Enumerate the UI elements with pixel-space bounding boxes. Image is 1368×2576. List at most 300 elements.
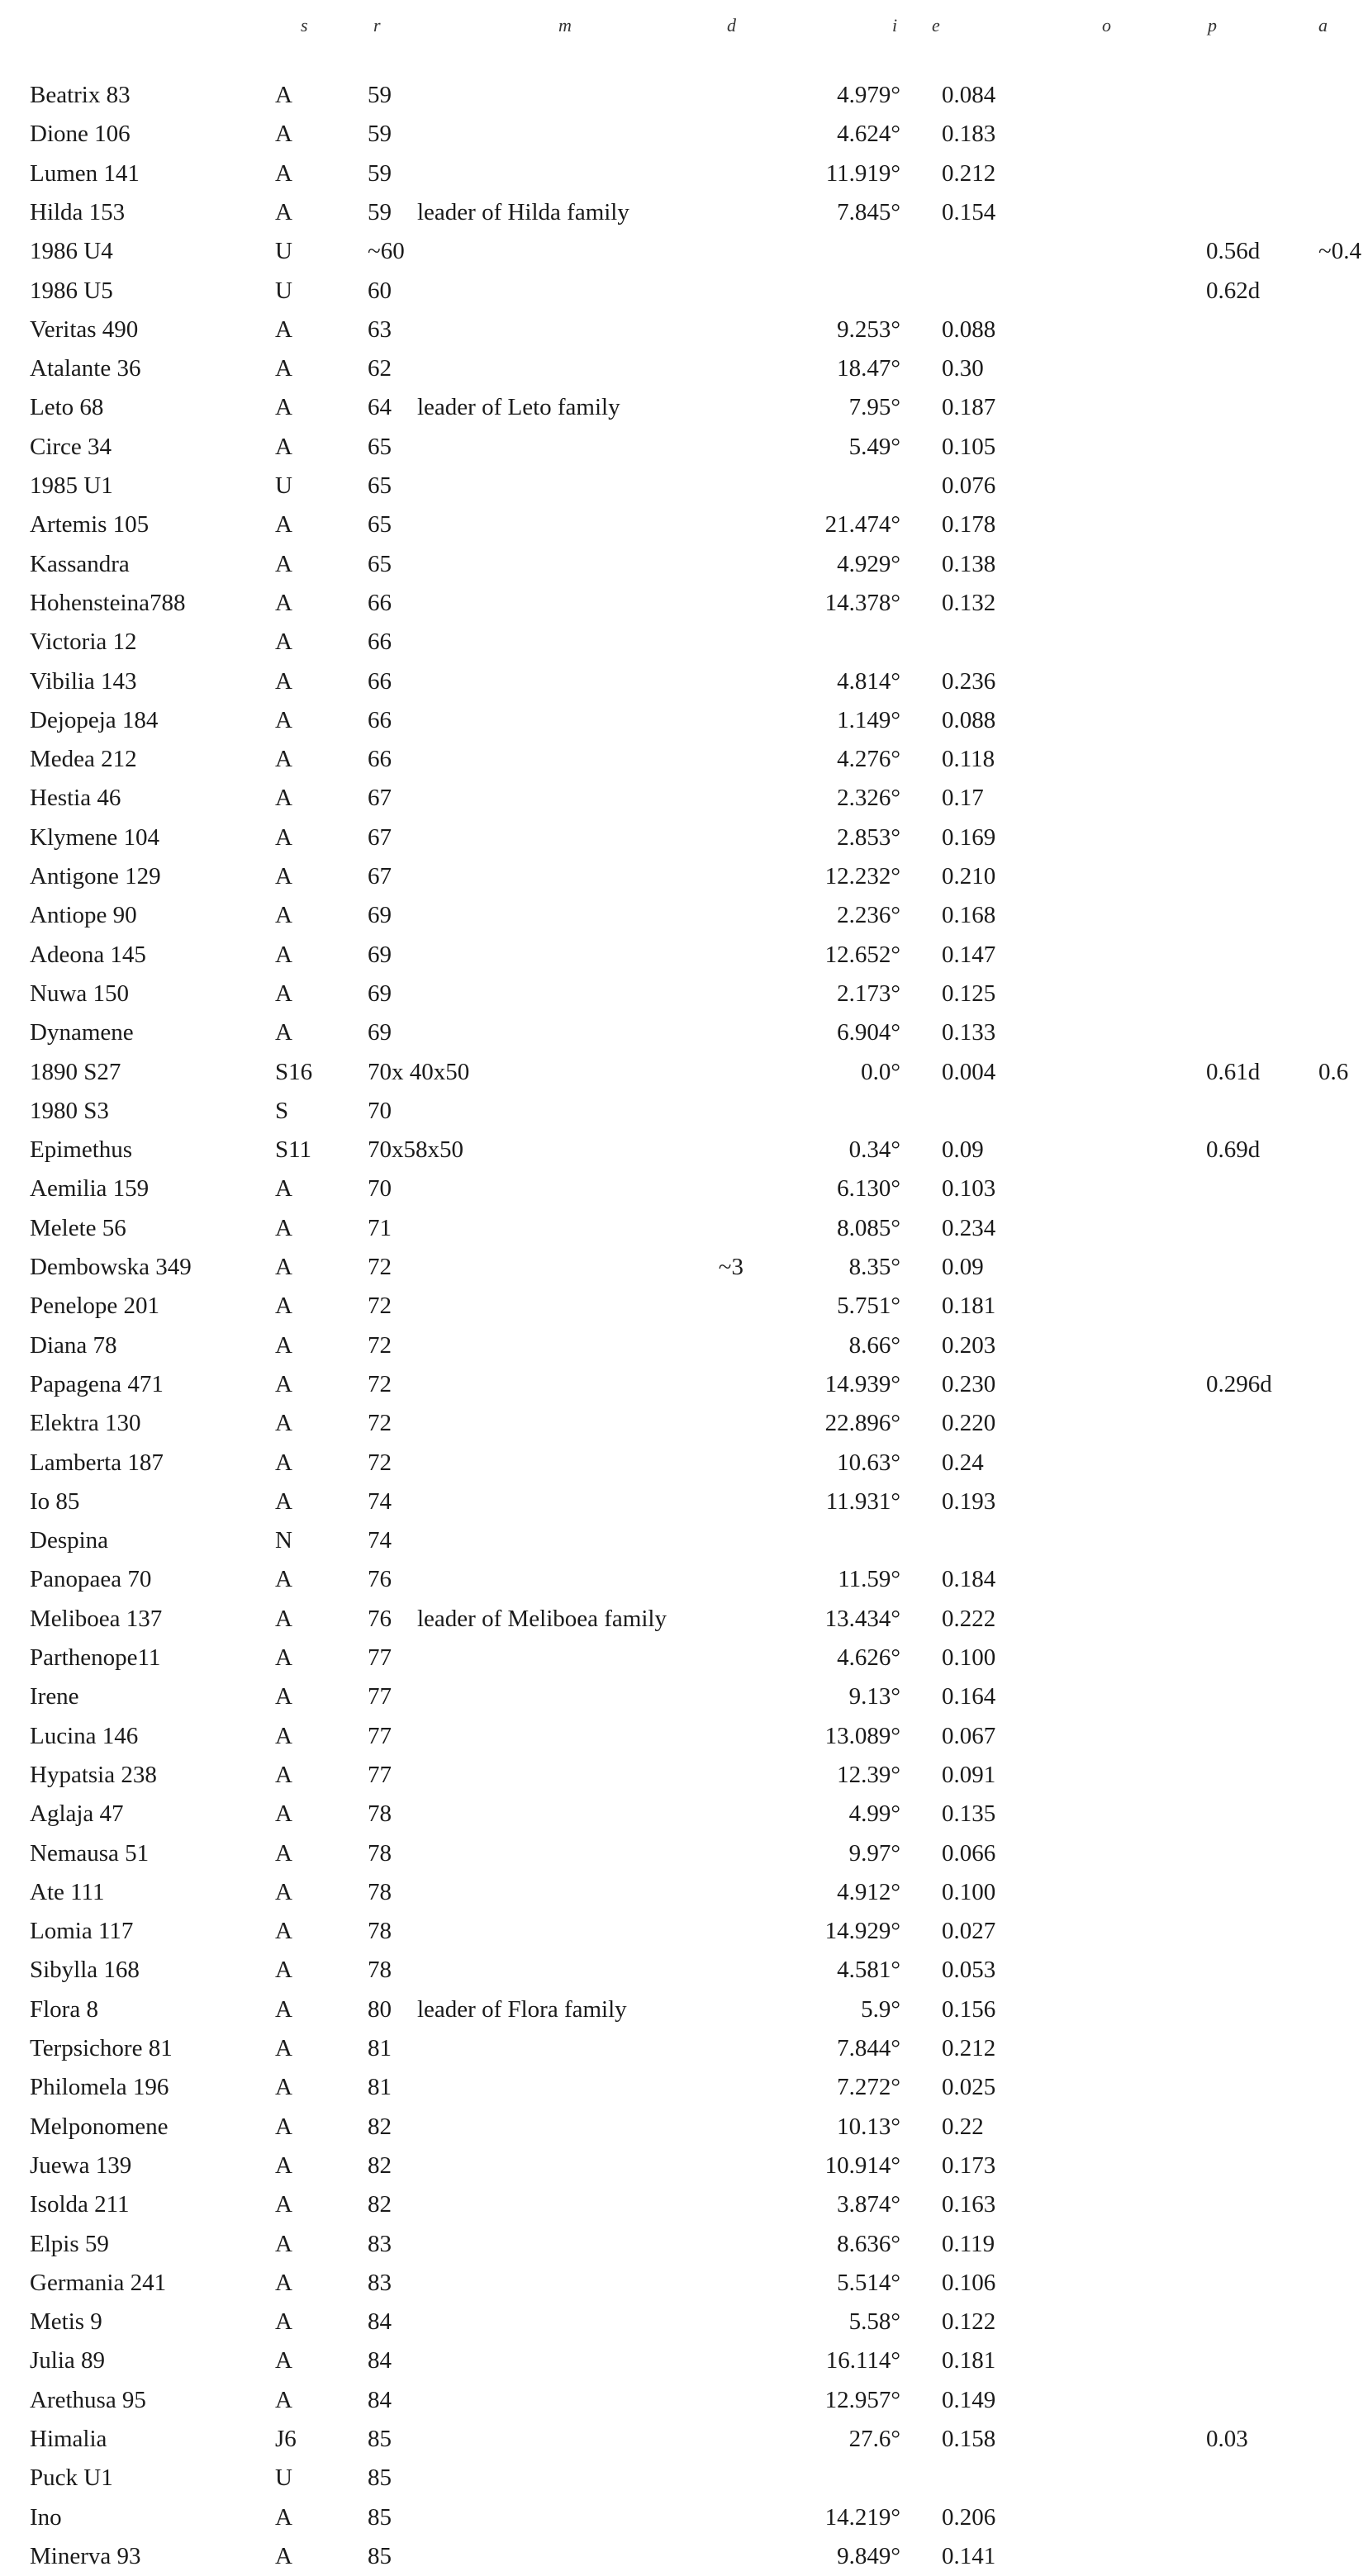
cell-r: 59 [368, 198, 392, 225]
table-row [0, 1990, 1368, 2029]
cell-r: 74 [368, 1487, 392, 1515]
table-row [0, 936, 1368, 975]
cell-s: A [275, 1566, 292, 1593]
cell-r: 66 [368, 706, 392, 733]
cell-s: A [275, 1722, 292, 1749]
cell-r: 72 [368, 1410, 392, 1437]
cell-i: 4.581° [837, 1957, 900, 1984]
cell-s: A [275, 2230, 292, 2257]
cell-name: Arethusa 95 [30, 2386, 146, 2413]
table-row [0, 2029, 1368, 2068]
cell-e: 0.025 [942, 2074, 996, 2101]
cell-name: Dione 106 [30, 121, 131, 148]
cell-e: 0.181 [942, 2347, 996, 2374]
cell-e: 0.09 [942, 1254, 984, 1280]
table-row [0, 349, 1368, 388]
cell-s: A [275, 1957, 292, 1984]
cell-name: Io 85 [30, 1487, 80, 1515]
cell-r: 78 [368, 1878, 392, 1905]
cell-name: Hilda 153 [30, 198, 126, 225]
cell-e: 0.105 [942, 433, 996, 460]
cell-name: Hestia 46 [30, 785, 121, 812]
cell-i: 7.845° [837, 198, 900, 225]
table-row [0, 1677, 1368, 1716]
cell-name: Isolda 211 [30, 2191, 130, 2218]
cell-e: 0.122 [942, 2308, 996, 2336]
cell-name: Irene [30, 1683, 79, 1710]
cell-e: 0.169 [942, 823, 996, 851]
cell-s: A [275, 1878, 292, 1905]
cell-i: 4.929° [837, 550, 900, 577]
cell-s: A [275, 629, 292, 656]
cell-r: 84 [368, 2347, 392, 2374]
table-row [0, 2147, 1368, 2185]
cell-e: 0.09 [942, 1136, 984, 1164]
cell-e: 0.100 [942, 1644, 996, 1671]
cell-i: 0.0° [861, 1058, 900, 1085]
cell-s: S [275, 1097, 289, 1124]
cell-i: 16.114° [825, 2347, 900, 2374]
cell-e: 0.066 [942, 1839, 996, 1867]
table-row [0, 76, 1368, 115]
cell-e: 0.156 [942, 1995, 996, 2023]
cell-m: leader of Hilda family [417, 198, 629, 225]
cell-name: 1985 U1 [30, 472, 113, 499]
table-row [0, 2303, 1368, 2341]
cell-i: 2.326° [837, 785, 900, 812]
cell-e: 0.236 [942, 667, 996, 695]
cell-i: 9.97° [848, 1839, 900, 1867]
cell-s: A [275, 2113, 292, 2140]
cell-r: 70 [368, 1097, 392, 1124]
cell-r: 82 [368, 2191, 392, 2218]
cell-e: 0.168 [942, 902, 996, 929]
cell-i: 9.253° [837, 315, 900, 343]
cell-name: Penelope 201 [30, 1293, 160, 1320]
table-row [0, 232, 1368, 271]
cell-m: leader of Flora family [417, 1995, 627, 2023]
cell-r: 81 [368, 2074, 392, 2101]
cell-p: 0.62d [1206, 277, 1261, 304]
cell-r: 63 [368, 315, 392, 343]
cell-r: 77 [368, 1722, 392, 1749]
cell-r: 78 [368, 1839, 392, 1867]
cell-i: 3.874° [837, 2191, 900, 2218]
cell-e: 0.106 [942, 2269, 996, 2296]
cell-r: 67 [368, 863, 392, 890]
column-header-d: d [727, 15, 736, 36]
cell-r: 83 [368, 2269, 392, 2296]
cell-i: 8.66° [848, 1331, 900, 1359]
cell-name: 1980 S3 [30, 1097, 109, 1124]
table-row [0, 2185, 1368, 2224]
cell-name: Dynamene [30, 1019, 134, 1046]
cell-s: A [275, 511, 292, 538]
cell-r: 76 [368, 1566, 392, 1593]
table-row [0, 193, 1368, 232]
cell-p: 0.03 [1206, 2426, 1248, 2452]
cell-e: 0.125 [942, 980, 996, 1007]
column-header-r: r [373, 15, 381, 36]
cell-name: 1986 U5 [30, 277, 113, 304]
cell-i: 11.931° [825, 1487, 900, 1515]
cell-name: Germania 241 [30, 2269, 167, 2296]
cell-s: A [275, 2347, 292, 2374]
cell-e: 0.30 [942, 355, 984, 382]
cell-name: Julia 89 [30, 2347, 106, 2374]
cell-e: 0.135 [942, 1800, 996, 1828]
cell-e: 0.132 [942, 589, 996, 616]
cell-e: 0.178 [942, 511, 996, 538]
cell-i: 27.6° [848, 2426, 900, 2452]
cell-name: Lamberta 187 [30, 1449, 164, 1476]
cell-e: 0.183 [942, 121, 996, 148]
cell-s: A [275, 1175, 292, 1203]
cell-m: leader of Meliboea family [417, 1605, 667, 1632]
cell-name: Elektra 130 [30, 1410, 141, 1437]
cell-i: 4.99° [848, 1800, 900, 1828]
cell-s: A [275, 1683, 292, 1710]
cell-r: 70x58x50 [368, 1136, 463, 1164]
cell-s: U [275, 277, 292, 304]
column-header-o: o [1102, 15, 1111, 36]
cell-name: 1890 S27 [30, 1058, 121, 1085]
table-row [0, 1209, 1368, 1248]
cell-name: Papagena 471 [30, 1370, 164, 1397]
table-row [0, 2264, 1368, 2303]
cell-s: A [275, 1331, 292, 1359]
cell-s: U [275, 472, 292, 499]
cell-r: 72 [368, 1293, 392, 1320]
cell-r: 70x 40x50 [368, 1058, 470, 1085]
table-row [0, 1521, 1368, 1560]
cell-r: 65 [368, 433, 392, 460]
cell-s: A [275, 1644, 292, 1671]
cell-s: A [275, 2308, 292, 2336]
cell-r: 72 [368, 1331, 392, 1359]
cell-e: 0.004 [942, 1058, 996, 1085]
cell-name: Parthenope11 [30, 1644, 161, 1671]
cell-p: 0.69d [1206, 1136, 1261, 1164]
cell-name: Circe 34 [30, 433, 112, 460]
cell-name: Leto 68 [30, 394, 104, 421]
cell-r: 82 [368, 2151, 392, 2179]
table-row [0, 623, 1368, 662]
cell-i: 2.853° [837, 823, 900, 851]
cell-r: 78 [368, 1957, 392, 1984]
cell-name: Aglaja 47 [30, 1800, 124, 1828]
cell-s: A [275, 1254, 292, 1280]
cell-r: 65 [368, 550, 392, 577]
cell-name: Hohensteina788 [30, 589, 186, 616]
cell-name: Antigone 129 [30, 863, 161, 890]
cell-i: 2.236° [837, 902, 900, 929]
cell-e: 0.149 [942, 2386, 996, 2413]
cell-a: 0.6 [1318, 1058, 1349, 1085]
table-row [0, 584, 1368, 623]
cell-name: Artemis 105 [30, 511, 150, 538]
cell-s: A [275, 1839, 292, 1867]
table-row [0, 1444, 1368, 1483]
cell-e: 0.234 [942, 1214, 996, 1241]
cell-s: A [275, 315, 292, 343]
cell-name: Aemilia 159 [30, 1175, 150, 1203]
cell-e: 0.164 [942, 1683, 996, 1710]
table-row [0, 272, 1368, 311]
table-row [0, 1131, 1368, 1169]
cell-s: A [275, 355, 292, 382]
table-row [0, 1795, 1368, 1834]
cell-name: Melponomene [30, 2113, 169, 2140]
table-row [0, 2381, 1368, 2420]
cell-e: 0.173 [942, 2151, 996, 2179]
cell-s: A [275, 1800, 292, 1828]
cell-i: 10.13° [837, 2113, 900, 2140]
cell-name: Despina [30, 1527, 109, 1554]
cell-name: Vibilia 143 [30, 667, 137, 695]
cell-i: 13.434° [824, 1605, 900, 1632]
cell-i: 12.232° [824, 863, 900, 890]
cell-name: Elpis 59 [30, 2230, 109, 2257]
cell-e: 0.067 [942, 1722, 996, 1749]
cell-i: 13.089° [824, 1722, 900, 1749]
cell-r: 74 [368, 1527, 392, 1554]
cell-r: 71 [368, 1214, 392, 1241]
cell-r: 59 [368, 159, 392, 187]
cell-r: 80 [368, 1995, 392, 2023]
cell-s: A [275, 2151, 292, 2179]
cell-s: A [275, 1487, 292, 1515]
cell-e: 0.212 [942, 159, 996, 187]
table-row [0, 818, 1368, 857]
cell-e: 0.138 [942, 550, 996, 577]
cell-i: 12.39° [837, 1761, 900, 1788]
table-row [0, 2225, 1368, 2264]
cell-e: 0.103 [942, 1175, 996, 1203]
table-row [0, 115, 1368, 154]
table-row [0, 2459, 1368, 2498]
cell-p: 0.56d [1206, 238, 1261, 265]
cell-e: 0.141 [942, 2542, 996, 2569]
cell-i: 10.914° [824, 2151, 900, 2179]
cell-r: 72 [368, 1254, 392, 1280]
table-row [0, 1365, 1368, 1404]
cell-r: 67 [368, 785, 392, 812]
cell-name: Dejopeja 184 [30, 706, 159, 733]
cell-i: 8.35° [848, 1254, 900, 1280]
cell-name: Medea 212 [30, 746, 137, 773]
cell-r: 72 [368, 1449, 392, 1476]
cell-e: 0.147 [942, 941, 996, 968]
cell-s: N [275, 1527, 292, 1554]
cell-i: 7.844° [837, 2035, 900, 2061]
cell-s: A [275, 1995, 292, 2023]
cell-e: 0.17 [942, 785, 984, 812]
cell-e: 0.206 [942, 2503, 996, 2531]
cell-name: Kassandra [30, 550, 130, 577]
cell-m: leader of Leto family [417, 394, 620, 421]
cell-e: 0.210 [942, 863, 996, 890]
cell-s: A [275, 433, 292, 460]
table-row [0, 662, 1368, 701]
cell-i: 7.95° [848, 394, 900, 421]
cell-e: 0.027 [942, 1918, 996, 1945]
cell-e: 0.24 [942, 1449, 984, 1476]
table-row [0, 1013, 1368, 1052]
table-row [0, 779, 1368, 818]
cell-r: 59 [368, 121, 392, 148]
cell-s: S11 [275, 1136, 312, 1164]
cell-s: A [275, 2542, 292, 2569]
cell-s: A [275, 1605, 292, 1632]
cell-name: Nemausa 51 [30, 1839, 150, 1867]
cell-r: 59 [368, 82, 392, 108]
cell-p: 0.61d [1206, 1058, 1261, 1085]
cell-i: 8.636° [837, 2230, 900, 2257]
cell-r: 69 [368, 980, 392, 1007]
cell-e: 0.100 [942, 1878, 996, 1905]
table-row [0, 1717, 1368, 1756]
cell-i: 5.514° [837, 2269, 900, 2296]
cell-i: 5.751° [837, 1293, 900, 1320]
table-row [0, 154, 1368, 193]
cell-d: ~3 [718, 1254, 743, 1280]
cell-s: A [275, 823, 292, 851]
cell-i: 12.957° [824, 2386, 900, 2413]
table-row [0, 1951, 1368, 1990]
cell-s: A [275, 1019, 292, 1046]
table-row [0, 1287, 1368, 1326]
cell-r: 83 [368, 2230, 392, 2257]
cell-s: A [275, 1214, 292, 1241]
cell-r: 77 [368, 1683, 392, 1710]
cell-i: 4.626° [837, 1644, 900, 1671]
cell-e: 0.133 [942, 1019, 996, 1046]
cell-s: A [275, 1410, 292, 1437]
cell-e: 0.154 [942, 198, 996, 225]
cell-r: 77 [368, 1761, 392, 1788]
cell-r: 69 [368, 1019, 392, 1046]
cell-i: 6.904° [837, 1019, 900, 1046]
cell-s: A [275, 159, 292, 187]
cell-e: 0.193 [942, 1487, 996, 1515]
cell-name: Ino [30, 2503, 62, 2531]
cell-r: 84 [368, 2386, 392, 2413]
cell-i: 5.49° [848, 433, 900, 460]
cell-r: 81 [368, 2035, 392, 2061]
table-row [0, 1053, 1368, 1092]
table-row [0, 2498, 1368, 2537]
cell-i: 4.276° [837, 746, 900, 773]
table-row [0, 1756, 1368, 1795]
cell-e: 0.181 [942, 1293, 996, 1320]
cell-i: 14.939° [824, 1370, 900, 1397]
cell-r: 66 [368, 589, 392, 616]
cell-e: 0.084 [942, 82, 996, 108]
cell-s: A [275, 2503, 292, 2531]
cell-name: Melete 56 [30, 1214, 126, 1241]
cell-s: A [275, 2074, 292, 2101]
cell-name: Victoria 12 [30, 629, 137, 656]
cell-name: Beatrix 83 [30, 82, 131, 108]
cell-s: A [275, 980, 292, 1007]
table-row [0, 1169, 1368, 1208]
table-row [0, 2108, 1368, 2147]
cell-r: 67 [368, 823, 392, 851]
cell-r: 77 [368, 1644, 392, 1671]
table-row [0, 896, 1368, 935]
cell-name: Sibylla 168 [30, 1957, 140, 1984]
cell-s: A [275, 1761, 292, 1788]
cell-r: 85 [368, 2542, 392, 2569]
cell-p: 0.296d [1206, 1370, 1272, 1397]
cell-name: 1986 U4 [30, 238, 113, 265]
cell-s: A [275, 1370, 292, 1397]
cell-i: 18.47° [837, 355, 900, 382]
cell-e: 0.203 [942, 1331, 996, 1359]
table-row [0, 2341, 1368, 2380]
cell-e: 0.119 [942, 2230, 995, 2257]
cell-s: A [275, 1449, 292, 1476]
cell-name: Lucina 146 [30, 1722, 139, 1749]
cell-i: 7.272° [837, 2074, 900, 2101]
table-row [0, 1404, 1368, 1443]
cell-r: 78 [368, 1800, 392, 1828]
table-row [0, 388, 1368, 427]
table-row [0, 1834, 1368, 1873]
table-row [0, 1248, 1368, 1287]
cell-i: 5.9° [861, 1995, 900, 2023]
cell-r: 60 [368, 277, 392, 304]
cell-r: 84 [368, 2308, 392, 2336]
column-header-p: p [1208, 15, 1217, 36]
cell-name: Diana 78 [30, 1331, 117, 1359]
table-row [0, 857, 1368, 896]
cell-r: 66 [368, 629, 392, 656]
cell-e: 0.088 [942, 706, 996, 733]
cell-r: 85 [368, 2465, 392, 2492]
table-row [0, 1560, 1368, 1599]
cell-s: A [275, 902, 292, 929]
cell-i: 6.130° [837, 1175, 900, 1203]
cell-i: 11.59° [838, 1566, 900, 1593]
cell-s: S16 [275, 1058, 313, 1085]
cell-r: 78 [368, 1918, 392, 1945]
cell-r: 69 [368, 941, 392, 968]
cell-name: Lumen 141 [30, 159, 140, 187]
cell-i: 11.919° [825, 159, 900, 187]
cell-r: 64 [368, 394, 392, 421]
cell-i: 22.896° [824, 1410, 900, 1437]
cell-s: A [275, 1293, 292, 1320]
cell-name: Flora 8 [30, 1995, 98, 2023]
cell-i: 21.474° [824, 511, 900, 538]
column-header-e: e [932, 15, 940, 36]
cell-e: 0.220 [942, 1410, 996, 1437]
table-row [0, 467, 1368, 505]
cell-name: Dembowska 349 [30, 1254, 192, 1280]
column-header-m: m [558, 15, 572, 36]
table-row [0, 1483, 1368, 1521]
cell-i: 4.979° [837, 82, 900, 108]
cell-i: 10.63° [837, 1449, 900, 1476]
cell-e: 0.053 [942, 1957, 996, 1984]
cell-i: 9.13° [848, 1683, 900, 1710]
cell-i: 8.085° [837, 1214, 900, 1241]
table-row [0, 2068, 1368, 2107]
cell-i: 14.378° [824, 589, 900, 616]
cell-s: U [275, 2465, 292, 2492]
